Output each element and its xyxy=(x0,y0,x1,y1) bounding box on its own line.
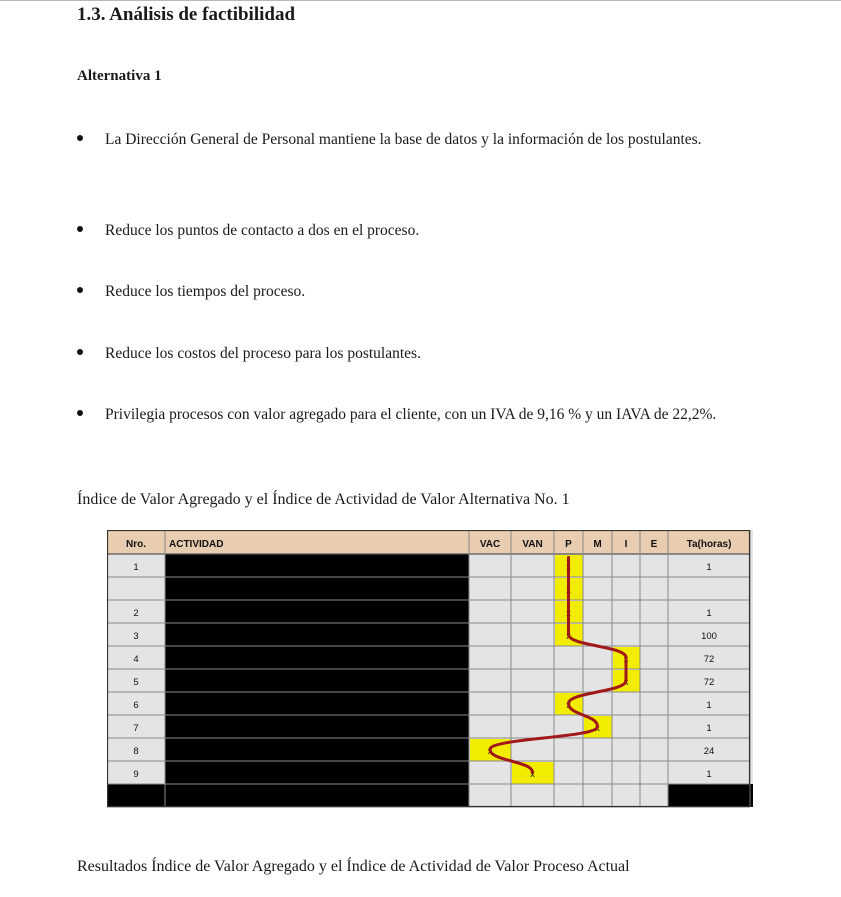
page-top-rule xyxy=(0,0,841,1)
activity-mark: x xyxy=(566,631,571,641)
bullet-item xyxy=(105,215,785,246)
bullet-text: Reduce los puntos de contacto a dos en el proceso. xyxy=(105,222,420,239)
activity-mark: x xyxy=(623,677,629,687)
activity-mark: x xyxy=(566,562,571,572)
header-label: Ta(horas) xyxy=(686,539,732,550)
header-label: VAN xyxy=(522,539,543,550)
bullet-dot-icon xyxy=(77,349,83,355)
activity-mark: x xyxy=(487,746,493,756)
footer-caption: Resultados Índice de Valor Agregado y el Índice de Actividad de Valor Proceso Actual xyxy=(77,858,630,875)
activity-mark: x xyxy=(530,769,535,779)
row-number: 2 xyxy=(133,608,139,619)
hours-value: 1 xyxy=(706,562,712,573)
activity-mark: x xyxy=(566,608,571,618)
row-number: 7 xyxy=(133,723,139,734)
bullet-dot-icon xyxy=(77,287,83,293)
header-label: ACTIVIDAD xyxy=(169,539,224,550)
bullet-dot-icon xyxy=(77,135,83,141)
alternative-subtitle: Alternativa 1 xyxy=(77,68,162,84)
redacted-activity-cells xyxy=(165,554,469,807)
header-label: I xyxy=(624,539,628,550)
hours-value: 72 xyxy=(703,654,715,665)
bullet-item xyxy=(105,338,785,369)
row-number: 8 xyxy=(133,746,139,757)
hours-value: 1 xyxy=(706,723,712,734)
header-label: VAC xyxy=(479,539,501,550)
hours-value: 1 xyxy=(706,700,712,711)
activity-mark: x xyxy=(566,585,571,595)
hours-value: 1 xyxy=(706,608,712,619)
section-title: 1.3. Análisis de factibilidad xyxy=(77,4,296,25)
row-number: 5 xyxy=(133,677,139,688)
redacted-cell xyxy=(107,784,165,807)
row-number: 6 xyxy=(133,700,139,711)
hours-value: 100 xyxy=(701,631,717,642)
hours-value: 24 xyxy=(703,746,715,757)
bullet-text: Reduce los costos del proceso para los postulantes. xyxy=(105,345,421,362)
header-label: E xyxy=(650,539,658,550)
activity-mark: x xyxy=(595,723,600,733)
row-number: 1 xyxy=(133,562,139,573)
table-caption: Índice de Valor Agregado y el Índice de Actividad de Valor Alternativa No. 1 xyxy=(77,491,570,508)
bullet-text: Privilegia procesos con valor agregado para el cliente, con un IVA de 9,16 % y un IAVA de 22,2%. xyxy=(105,406,717,423)
bullet-text: Reduce los tiempos del proceso. xyxy=(105,283,306,300)
header-label: P xyxy=(565,539,572,550)
bullet-item xyxy=(105,399,785,430)
row-number: 4 xyxy=(133,654,139,665)
activity-mark: x xyxy=(623,654,629,664)
header-label: Nro. xyxy=(126,539,146,550)
bullet-dot-icon xyxy=(77,226,83,232)
bullet-item xyxy=(105,124,785,155)
bullet-dot-icon xyxy=(77,410,83,416)
hours-value: 72 xyxy=(703,677,715,688)
hours-value: 1 xyxy=(706,769,712,780)
bullet-text: La Dirección General de Personal mantiene la base de datos y la información de los postulantes. xyxy=(105,131,702,148)
row-number: 9 xyxy=(133,769,139,780)
redacted-cell xyxy=(668,784,753,807)
value-analysis-table xyxy=(107,530,753,812)
activity-mark: x xyxy=(566,700,571,710)
header-label: M xyxy=(593,539,602,550)
bullet-item xyxy=(105,276,785,307)
row-number: 3 xyxy=(133,631,139,642)
